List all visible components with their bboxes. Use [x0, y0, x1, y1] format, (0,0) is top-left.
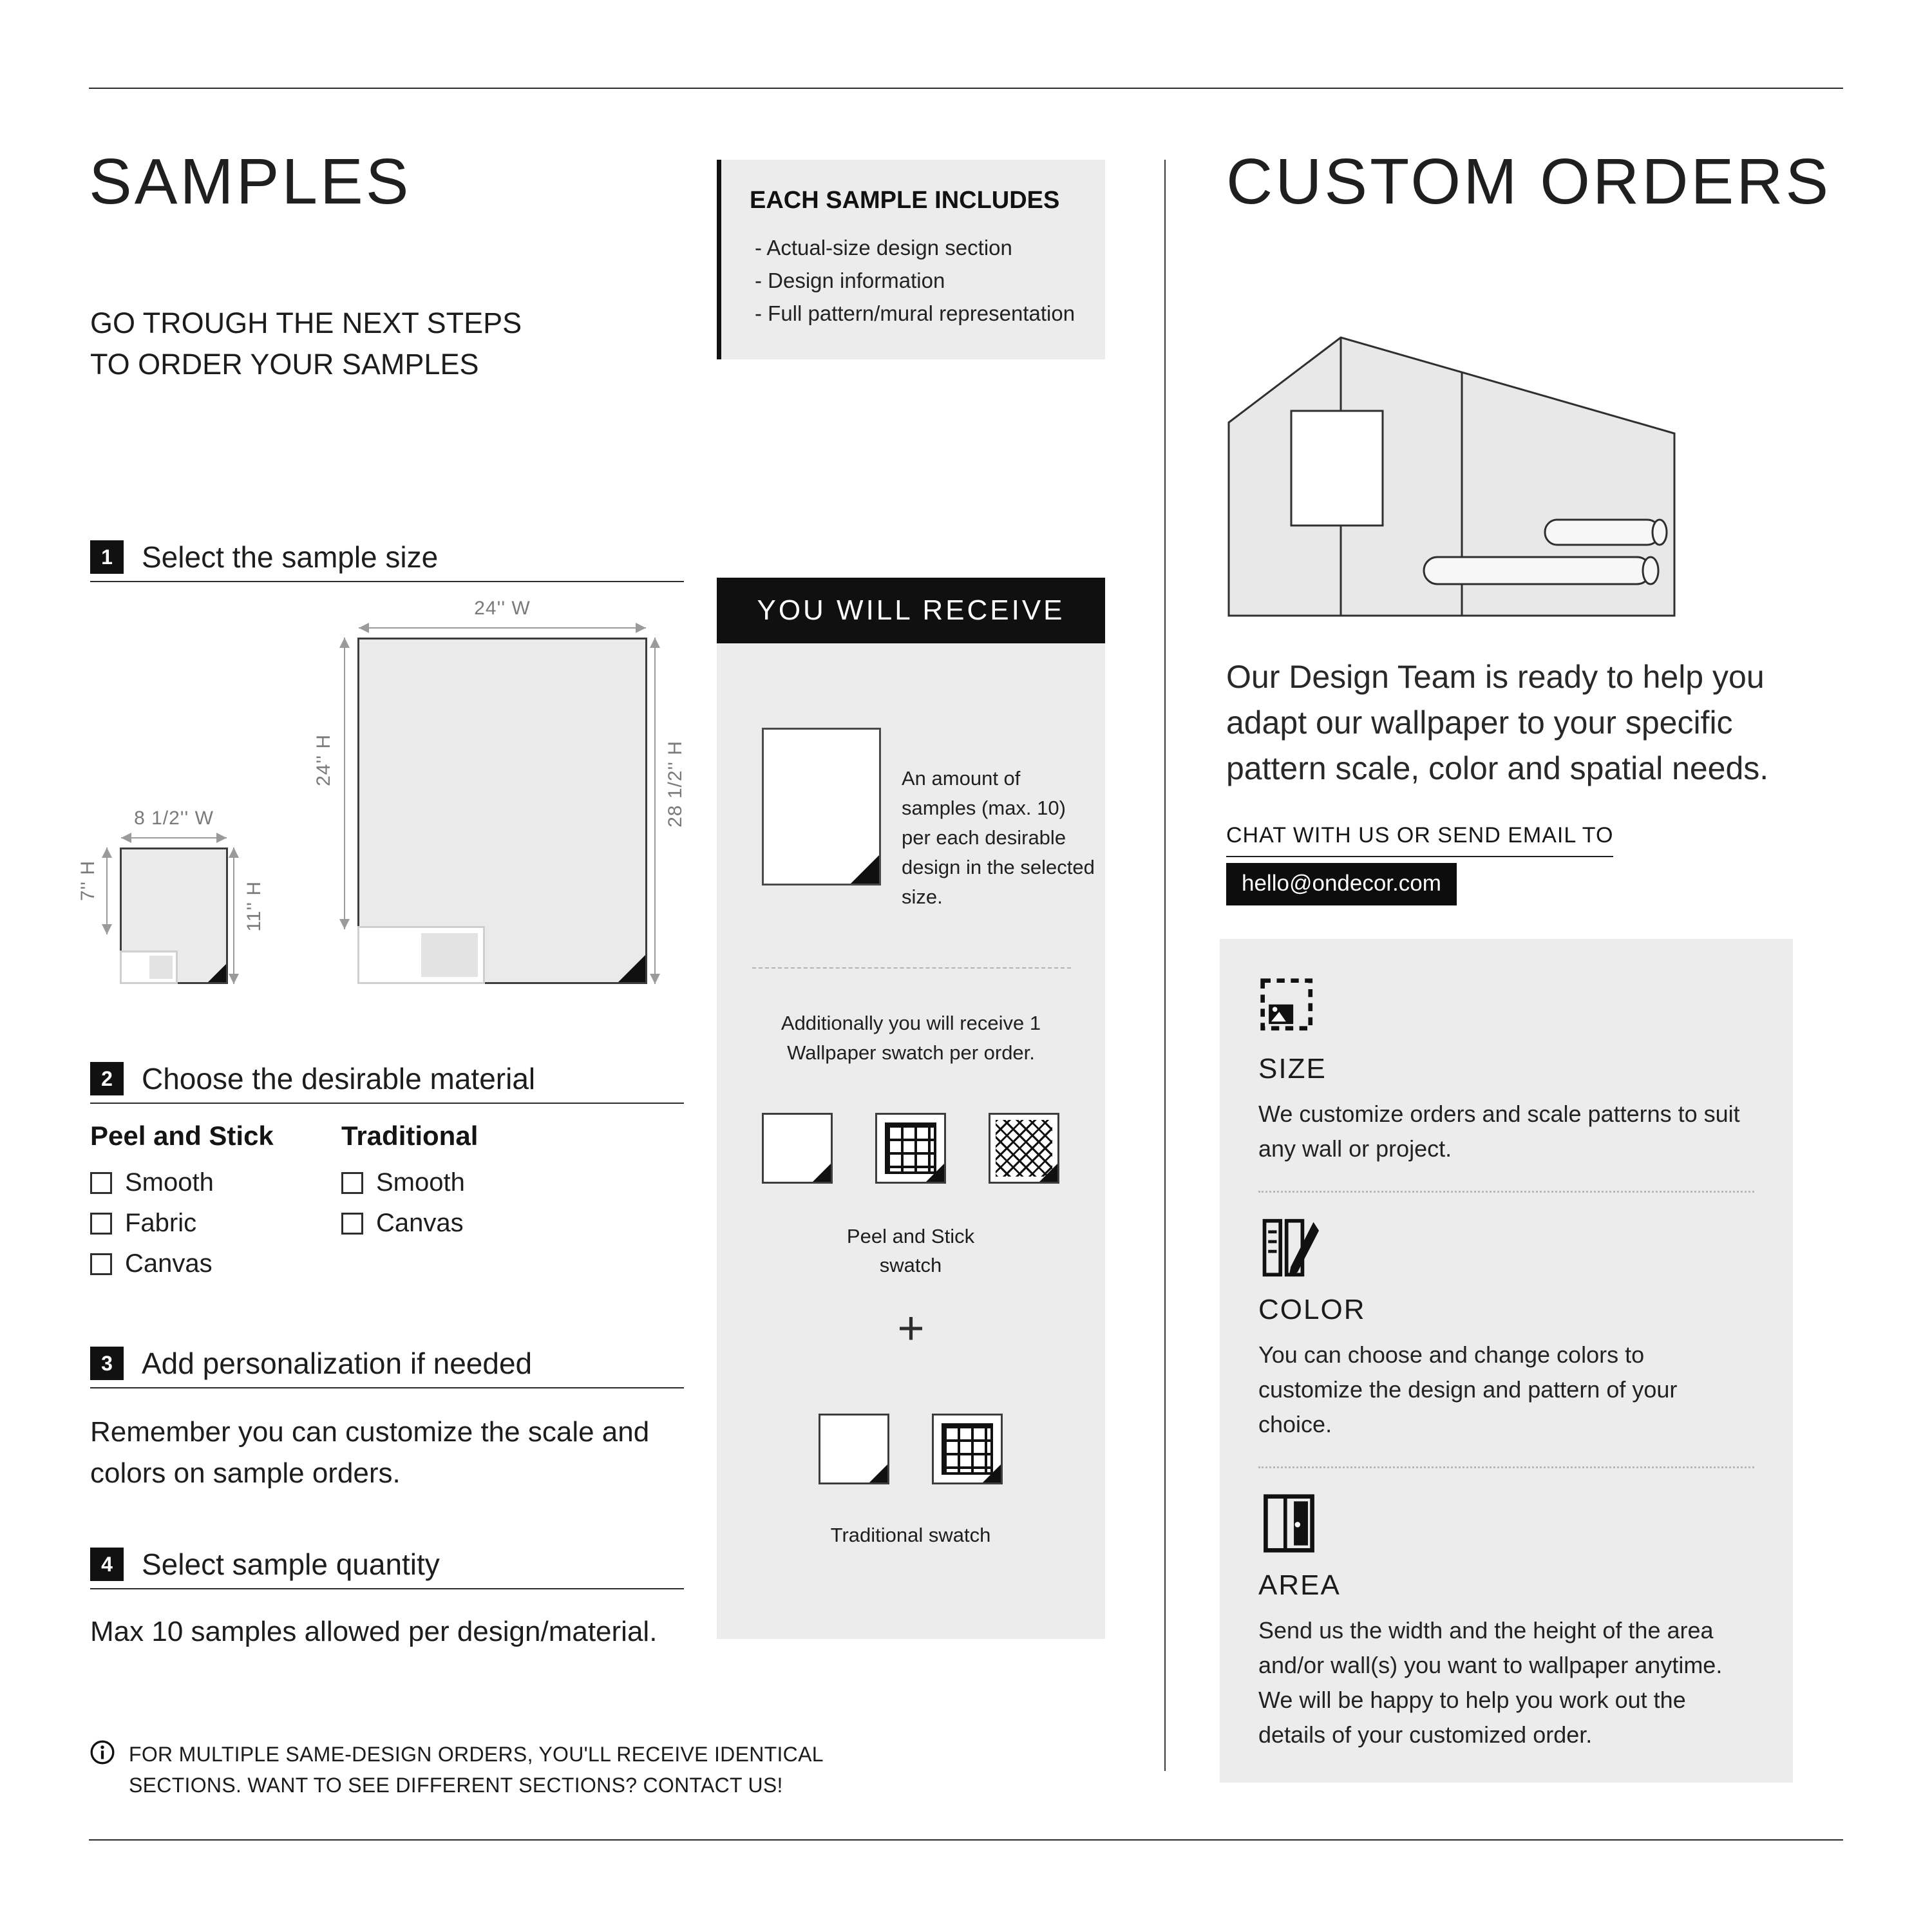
step-1-label: Select the sample size — [142, 540, 439, 574]
step-4-label: Select sample quantity — [142, 1548, 440, 1581]
folded-corner-icon — [208, 964, 226, 982]
step-2-header — [90, 1061, 535, 1096]
traditional-title: Traditional — [341, 1121, 478, 1151]
framed-picture — [1291, 411, 1383, 526]
includes-item: - Full pattern/mural representation — [755, 301, 1075, 326]
folded-corner-icon — [813, 1164, 831, 1182]
large-sample-design-section — [357, 926, 485, 984]
blank-swatch-icon — [762, 1113, 833, 1184]
step-2-label: Choose the desirable material — [142, 1062, 536, 1095]
sample-sheet-icon — [762, 728, 881, 886]
samples-subtitle: GO TROUGH THE NEXT STEPS TO ORDER YOUR SAMPLES — [90, 307, 522, 381]
folded-corner-icon — [926, 1164, 944, 1182]
area-section-name: AREA — [1258, 1569, 1341, 1601]
folded-corner-icon — [983, 1464, 1001, 1482]
step-4-note: Max 10 samples allowed per design/material. — [90, 1616, 658, 1647]
size-icon — [1258, 976, 1320, 1037]
small-sample-design-section — [120, 951, 178, 984]
small-sample-left-height-dimension-line — [106, 848, 108, 934]
chat-with-us-label: CHAT WITH US OR SEND EMAIL TO — [1226, 823, 1613, 857]
material-option-fabric[interactable] — [90, 1209, 274, 1238]
large-sample-right-height-dimension-line — [654, 638, 656, 984]
area-icon — [1258, 1493, 1320, 1554]
material-option-canvas[interactable] — [90, 1249, 274, 1278]
step-4-header — [90, 1547, 440, 1582]
small-sample-right-height-dimension-line — [233, 848, 234, 984]
checkbox-icon[interactable] — [341, 1172, 363, 1194]
material-option-smooth[interactable] — [341, 1168, 478, 1197]
peel-and-stick-swatch-row — [762, 1113, 1059, 1184]
color-section-text: You can choose and change colors to customize the design and pattern of your choice. — [1258, 1341, 1678, 1437]
includes-title: EACH SAMPLE INCLUDES — [750, 187, 1060, 214]
samples-title: SAMPLES — [89, 146, 412, 218]
dotted-divider — [1258, 1191, 1754, 1193]
material-option-canvas[interactable] — [341, 1209, 478, 1238]
includes-item: - Actual-size design section — [755, 236, 1012, 260]
folded-corner-icon — [851, 855, 879, 884]
checkbox-icon[interactable] — [90, 1213, 112, 1235]
color-icon — [1258, 1217, 1320, 1278]
each-sample-includes-box — [717, 160, 1105, 359]
blank-swatch-icon — [819, 1414, 889, 1484]
custom-orders-title: CUSTOM ORDERS — [1226, 146, 1832, 218]
bottom-divider — [89, 1839, 1843, 1841]
receive-samples-text: An amount of samples (max. 10) per each desirable design in the selected size. — [902, 767, 1095, 908]
material-option-label: Smooth — [376, 1168, 465, 1197]
wallpaper-roll-upper — [1545, 520, 1667, 545]
material-option-label: Smooth — [125, 1168, 214, 1197]
step-underline — [90, 581, 684, 582]
large-sample-width-label: 24'' W — [474, 598, 531, 619]
peel-and-stick-title: Peel and Stick — [90, 1121, 274, 1151]
small-sample-rectangle — [120, 848, 228, 984]
footnote — [89, 1739, 889, 1801]
size-section-name: SIZE — [1258, 1053, 1327, 1084]
peel-and-stick-swatch-label: Peel and Stick swatch — [846, 1225, 975, 1276]
small-sample-left-height-label: 7'' H — [77, 860, 99, 902]
small-sample-width-dimension-line — [121, 837, 227, 838]
receive-additional-text: Additionally you will receive 1 Wallpaper swatch per order. — [781, 1012, 1041, 1064]
material-option-label: Fabric — [125, 1209, 197, 1237]
custom-orders-panel — [1220, 939, 1793, 1783]
small-sample-width-label: 8 1/2'' W — [134, 808, 214, 829]
area-section-text: Send us the width and the height of the area and/or wall(s) you want to wallpaper anytime. We will be happy to help you work out the details of your customized order. — [1258, 1617, 1723, 1748]
large-sample-right-height-label: 28 1/2'' H — [665, 741, 686, 828]
top-divider — [89, 88, 1843, 89]
step-4-number: 4 — [90, 1548, 124, 1581]
step-3-label: Add personalization if needed — [142, 1347, 533, 1380]
material-option-smooth[interactable] — [90, 1168, 274, 1197]
wallpapered-room-illustration — [1224, 321, 1678, 620]
large-sample-rectangle — [357, 638, 647, 984]
includes-item: - Design information — [755, 269, 945, 293]
column-divider — [1164, 160, 1166, 1771]
info-icon — [89, 1739, 116, 1766]
checkbox-icon[interactable] — [90, 1172, 112, 1194]
checkbox-icon[interactable] — [90, 1253, 112, 1275]
traditional-swatch-row — [819, 1414, 1003, 1484]
small-sample-right-height-label: 11'' H — [243, 881, 265, 932]
step-3-number: 3 — [90, 1347, 124, 1380]
dotted-divider — [1258, 1466, 1754, 1468]
folded-corner-icon — [618, 955, 645, 982]
large-sample-left-height-label: 24'' H — [313, 734, 334, 786]
large-sample-width-dimension-line — [359, 627, 646, 629]
footnote-text: FOR MULTIPLE SAME-DESIGN ORDERS, YOU'LL RECEIVE IDENTICAL SECTIONS. WANT TO SEE DIFFERENT SECTIONS? CONTACT US! — [129, 1743, 823, 1797]
material-column-traditional — [341, 1121, 478, 1249]
plus-sign: + — [897, 1303, 925, 1354]
wallpaper-roll-lower — [1424, 557, 1658, 584]
custom-orders-description: Our Design Team is ready to help you adapt our wallpaper to your specific pattern scale, color and spatial needs. — [1226, 659, 1769, 786]
small-sample-design-section-inner — [149, 956, 173, 979]
step-underline — [90, 1387, 684, 1388]
material-option-label: Canvas — [125, 1249, 213, 1278]
traditional-swatch-label: Traditional swatch — [830, 1524, 991, 1546]
step-3-note: Remember you can customize the scale and colors on sample orders. — [90, 1416, 650, 1489]
color-section-name: COLOR — [1258, 1294, 1366, 1325]
email-badge[interactable]: hello@ondecor.com — [1226, 863, 1457, 905]
large-sample-design-section-inner — [421, 933, 478, 977]
step-1-header — [90, 540, 438, 574]
step-1-number: 1 — [90, 540, 124, 574]
dashed-divider — [752, 967, 1071, 969]
checkbox-icon[interactable] — [341, 1213, 363, 1235]
grid-swatch-icon — [932, 1414, 1003, 1484]
material-option-label: Canvas — [376, 1209, 464, 1237]
crosshatch-swatch-icon — [989, 1113, 1059, 1184]
folded-corner-icon — [869, 1464, 887, 1482]
step-underline — [90, 1588, 684, 1589]
grid-swatch-icon — [875, 1113, 946, 1184]
material-column-peel-and-stick — [90, 1121, 274, 1290]
step-3-header — [90, 1346, 532, 1381]
you-will-receive-header: YOU WILL RECEIVE — [717, 578, 1105, 643]
size-section-text: We customize orders and scale patterns to suit any wall or project. — [1258, 1101, 1740, 1162]
large-sample-left-height-dimension-line — [344, 638, 345, 929]
step-2-number: 2 — [90, 1062, 124, 1095]
step-underline — [90, 1103, 684, 1104]
folded-corner-icon — [1039, 1164, 1057, 1182]
